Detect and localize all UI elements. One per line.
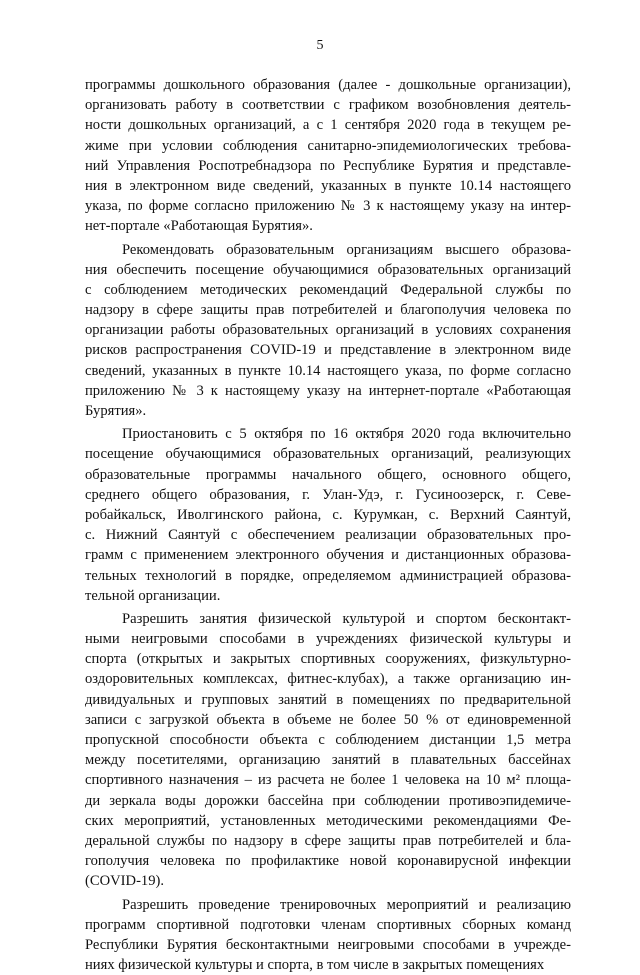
page-number: 5 [316, 38, 324, 53]
text-line: ными неигровыми способами в учреждениях физической культуры и [85, 631, 571, 648]
text-line: ния обеспечить посещение обучающимися образовательных организаций [85, 261, 571, 278]
text-line: указа, по форме согласно приложению № 3 к настоящему указу на интер- [85, 198, 571, 215]
text-line: надзору в сфере защиты прав потребителей и благополучия человека по [85, 302, 571, 319]
text-line: робайкальск, Иволгинского района, с. Курумкан, с. Верхний Саянтуй, [85, 506, 571, 523]
text-line: Рекомендовать образовательным организациям высшего образова- [122, 241, 571, 258]
text-line: образовательные программы начального общего, основного общего, [85, 466, 571, 483]
text-line: с. Нижний Саянтуй с обеспечением реализации образовательных про- [85, 527, 571, 544]
text-line: дивидуальных и групповых занятий в помещениях по предварительной [85, 691, 571, 708]
text-line: программ спортивной подготовки членам спортивных сборных команд [85, 916, 571, 933]
text-line: Разрешить занятия физической культурой и спортом бесконтакт- [122, 610, 571, 627]
text-line: (COVID-19). [85, 873, 165, 890]
text-line: ности дошкольных организаций, а с 1 сентября 2020 года в текущем ре- [85, 117, 571, 134]
text-line: нет-портале «Работающая Бурятия». [85, 218, 313, 235]
text-line: ди зеркала воды дорожки бассейна при соблюдении противоэпидемиче- [85, 792, 571, 809]
text-line: Разрешить проведение тренировочных мероприятий и реализацию [122, 896, 571, 913]
text-line: Республики Бурятия бесконтактными неигровыми способами в учрежде- [85, 936, 571, 953]
text-line: грамм с применением электронного обучения и дистанционных образова- [85, 547, 571, 564]
paragraph [85, 240, 571, 422]
text-line: среднего общего образования, г. Улан-Удэ, г. Гусиноозерск, г. Севе- [85, 486, 571, 503]
text-line: организации работы образовательных организаций в условиях сохранения [85, 322, 571, 339]
text-line: рисков распространения COVID-19 и представление в электронном виде [85, 342, 571, 359]
text-line: спорта (открытых и закрытых спортивных сооружениях, физкультурно- [85, 651, 571, 668]
text-line: ских мероприятий, установленных методическими рекомендациями Фе- [85, 812, 571, 829]
text-line: деральной службы по надзору в сфере защиты прав потребителей и бла- [85, 832, 571, 849]
text-line: ния в электронном виде сведений, указанных в пункте 10.14 настоящего [85, 177, 571, 194]
text-line: посещение обучающимися образовательных организаций, реализующих [85, 446, 571, 463]
document-body [85, 75, 571, 975]
text-line: пропускной способности объекта с соблюдением дистанции 1,5 метра [85, 732, 571, 749]
text-line: между посетителями, организацию занятий в плавательных бассейнах [85, 752, 571, 769]
text-line: жиме при условии соблюдения санитарно-эпидемиологических требова- [85, 137, 571, 154]
text-line: спортивного назначения – из расчета не более 1 человека на 10 м² площа- [85, 772, 571, 789]
text-line: тельной организации. [85, 587, 221, 604]
paragraph [85, 424, 571, 606]
text-line: Приостановить с 5 октября по 16 октября 2020 года включительно [122, 426, 571, 443]
text-line: ний Управления Роспотребнадзора по Республике Бурятия и представле- [85, 157, 571, 174]
text-line: Бурятия». [85, 403, 147, 420]
text-line: гополучия человека по профилактике новой коронавирусной инфекции [85, 853, 571, 870]
text-line: записи с загрузкой объекта в объеме не более 50 % от единовременной [85, 711, 571, 728]
paragraph [85, 609, 571, 892]
text-line: программы дошкольного образования (далее - дошкольные организации), [85, 77, 571, 93]
paragraph [85, 895, 571, 975]
paragraph [85, 75, 571, 237]
text-line: сведений, указанных в пункте 10.14 настоящего указа, по форме согласно [85, 362, 571, 379]
text-line: приложению № 3 к настоящему указу на интернет-портале «Работающая [85, 382, 571, 399]
text-line: оздоровительных комплексах, фитнес-клубах), а также организацию ин- [85, 671, 571, 688]
text-line: тельных технологий в порядке, определяемом администрацией образова- [85, 567, 571, 584]
text-line: с соблюдением методических рекомендаций Федеральной службы по [85, 281, 571, 298]
text-line: организовать работу в соответствии с графиком возобновления деятель- [85, 97, 571, 114]
text-line: ниях физической культуры и спорта, в том числе в закрытых помещениях [85, 957, 545, 974]
